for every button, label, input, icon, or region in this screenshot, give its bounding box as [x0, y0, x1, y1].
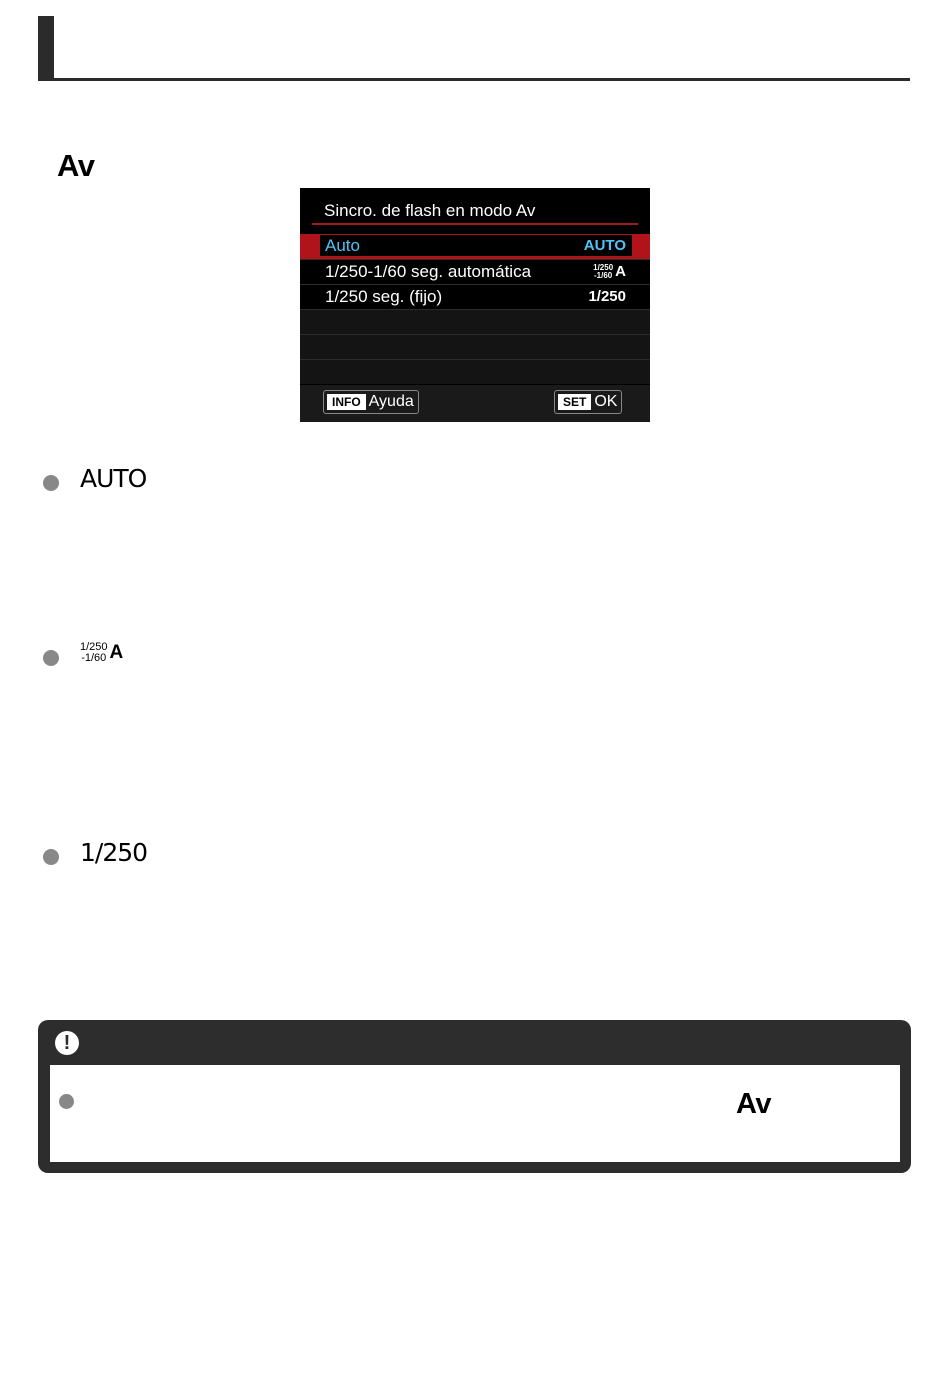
caution-content [50, 1065, 900, 1162]
set-tag: SET [558, 394, 591, 410]
ok-label: OK [594, 393, 618, 410]
empty-menu-row [300, 310, 650, 334]
section-header-rule [38, 78, 910, 81]
bullet-icon [43, 475, 59, 491]
av-mode-icon: Av [736, 1088, 771, 1120]
section-header-marker [38, 16, 54, 80]
menu-item-label: Auto [325, 236, 360, 255]
caution-box [38, 1020, 911, 1173]
fraction-symbol: 1/250 -1/60 [80, 641, 108, 664]
info-tag: INFO [327, 394, 366, 410]
fraction-symbol: 1/250 -1/60 [593, 262, 614, 280]
menu-title-divider [312, 223, 638, 225]
bullet-icon [59, 1094, 74, 1109]
bullet-icon [43, 849, 59, 865]
camera-menu-screen [300, 188, 650, 422]
menu-item-fixed[interactable] [300, 285, 650, 310]
menu-item-auto-range[interactable] [300, 260, 650, 285]
menu-item-value: 1/250 -1/60 A [593, 262, 626, 280]
menu-item-label: 1/250-1/60 seg. automática [325, 262, 532, 281]
menu-item-auto[interactable] [300, 234, 650, 259]
auto-range-symbol: 1/250 -1/60 A [80, 641, 124, 664]
fixed-speed-symbol: 1/250 [80, 838, 148, 867]
empty-menu-row [300, 360, 650, 384]
menu-bottom-bar [300, 385, 650, 422]
exclamation-icon: ! [55, 1031, 79, 1055]
set-ok-button[interactable] [554, 390, 622, 414]
av-mode-icon: Av [57, 148, 95, 183]
empty-menu-row [300, 335, 650, 359]
bullet-icon [43, 650, 59, 666]
info-help-button[interactable] [323, 390, 419, 414]
auto-symbol: AUTO [80, 464, 147, 493]
menu-title: Sincro. de flash en modo Av [324, 201, 536, 220]
menu-item-value: AUTO [583, 237, 626, 254]
menu-item-value: 1/250 [588, 288, 626, 305]
menu-item-label: 1/250 seg. (fijo) [325, 287, 443, 306]
info-label: Ayuda [368, 393, 414, 410]
